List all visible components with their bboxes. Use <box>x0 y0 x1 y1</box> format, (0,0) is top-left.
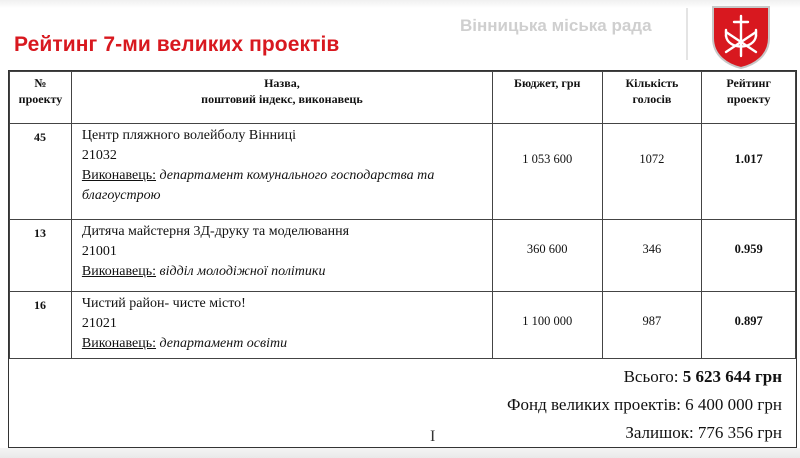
executor-label: Виконавець: <box>81 264 157 279</box>
table-row <box>10 124 796 220</box>
project-zip: 21032 <box>81 148 117 163</box>
project-votes: 346 <box>602 220 702 292</box>
project-votes: 987 <box>602 292 702 359</box>
project-details <box>71 220 492 292</box>
top-band <box>0 0 800 8</box>
project-details <box>71 124 492 220</box>
totals-block <box>507 363 782 447</box>
vinnytsia-coat-of-arms-icon <box>710 4 772 70</box>
project-budget: 1 100 000 <box>492 292 602 359</box>
project-number: 16 <box>10 292 72 359</box>
column-header-rating-line2: проекту <box>726 92 771 106</box>
project-number: 13 <box>10 220 72 292</box>
column-header-number-line2: проекту <box>18 92 63 106</box>
table-header-row <box>10 72 796 124</box>
column-header-rating <box>702 72 796 124</box>
column-header-votes <box>602 72 702 124</box>
project-title: Дитяча майстерня 3Д-друку та моделювання <box>81 224 350 239</box>
bottom-band <box>0 448 800 458</box>
total-row <box>507 363 782 391</box>
table-row <box>10 292 796 359</box>
project-rating: 1.017 <box>702 124 796 220</box>
executor-label: Виконавець: <box>81 336 157 351</box>
column-header-name-line2: поштовий індекс, виконавець <box>201 92 363 106</box>
table-row <box>10 220 796 292</box>
project-budget: 1 053 600 <box>492 124 602 220</box>
header-divider <box>686 8 688 60</box>
column-header-rating-line1: Рейтинг <box>726 76 771 90</box>
organization-name: Вінницька міська рада <box>460 16 652 35</box>
fund-row: Фонд великих проектів: 6 400 000 грн <box>507 395 782 414</box>
projects-table-frame <box>8 70 797 448</box>
column-header-votes-line2: голосів <box>632 92 672 106</box>
column-header-name-line1: Назва, <box>264 76 300 90</box>
total-label: Всього: <box>623 367 679 386</box>
column-header-number <box>10 72 72 124</box>
executor-label: Виконавець: <box>81 168 157 183</box>
project-title: Центр пляжного волейболу Вінниці <box>81 128 297 143</box>
slide-title: Рейтинг 7-ми великих проектів <box>14 33 340 56</box>
project-zip: 21001 <box>81 244 117 259</box>
column-header-votes-line1: Кількість <box>625 76 679 90</box>
project-budget: 360 600 <box>492 220 602 292</box>
total-value: 5 623 644 грн <box>682 367 782 386</box>
project-rating: 0.897 <box>702 292 796 359</box>
executor-name: відділ молодіжної політики <box>159 264 326 279</box>
column-header-name <box>71 72 492 124</box>
column-header-budget <box>492 72 602 124</box>
remainder-row: Залишок: 776 356 грн <box>625 423 782 442</box>
text-cursor-icon: I <box>430 428 436 445</box>
project-title: Чистий район- чисте місто! <box>81 296 246 311</box>
executor-name: департамент комунального господарства та благоустрою <box>81 168 435 203</box>
project-zip: 21021 <box>81 316 117 331</box>
project-rating: 0.959 <box>702 220 796 292</box>
project-number: 45 <box>10 124 72 220</box>
executor-name: департамент освіти <box>159 336 288 351</box>
column-header-number-line1: № <box>34 76 47 90</box>
project-details <box>71 292 492 359</box>
projects-table <box>9 71 796 359</box>
project-votes: 1072 <box>602 124 702 220</box>
column-header-budget-label: Бюджет, грн <box>514 76 581 90</box>
